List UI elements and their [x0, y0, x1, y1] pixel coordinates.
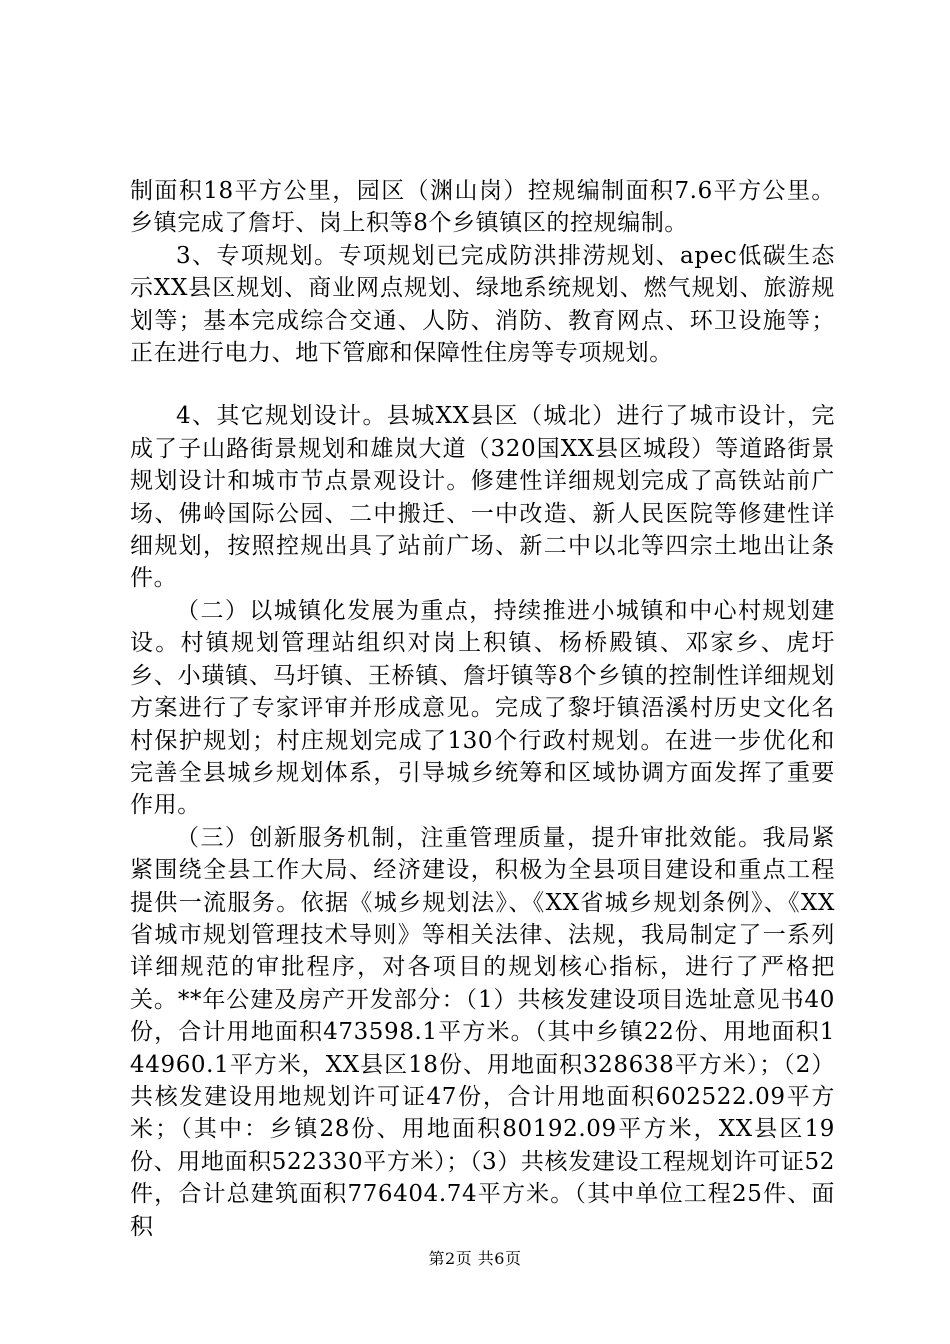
paragraph-service-mechanism: （三）创新服务机制，注重管理质量，提升审批效能。我局紧紧围绕全县工作大局、经济建设，积极为全县项目建设和重点工程提供一流服务。依据《城乡规划法》、《XX省城乡规划条例》、《XX省城市规划管理技术导则》等相关法律、法规，我局制定了一系列详细规范的审批程序，对各项目的规划核心指标，进行了严格把关。**年公建及房产开发部分：（1）共核发建设项目选址意见书40份，合计用地面积473598.1平方米。（其中乡镇22份、用地面积144960.1平方米，XX县区18份、用地面积328638平方米）；（2）共核发建设用地规划许可证47份，合计用地面积602522.09平方米；（其中：乡镇28份、用地面积80192.09平方米，XX县区19份、用地面积522330平方米）；（3）共核发建设工程规划许可证52件，合计总建筑面积776404.74平方米。（其中单位工程25件、面积 — [130, 824, 835, 1240]
paragraph-other-planning-design: 4、其它规划设计。县城XX县区（城北）进行了城市设计，完成了子山路街景规划和雄岚大道（320国XX县区城段）等道路街景规划设计和城市节点景观设计。修建性详细规划完成了高铁站前广场、佛岭国际公园、二中搬迁、一中改造、新人民医院等修建性详细规划，按照控规出具了站前广场、新二中以北等四宗土地出让条件。 — [130, 403, 835, 592]
paragraph-urbanization-planning: （二）以城镇化发展为重点，持续推进小城镇和中心村规划建设。村镇规划管理站组织对岗上积镇、杨桥殿镇、邓家乡、虎圩乡、小璜镇、马圩镇、王桥镇、詹圩镇等8个乡镇的控制性详细规划方案进行了专家评审并形成意见。完成了黎圩镇浯溪村历史文化名村保护规划；村庄规划完成了130个行政村规划。在进一步优化和完善全县城乡规划体系，引导城乡统筹和区域协调方面发挥了重要作用。 — [130, 597, 835, 819]
page-footer: 第2页 共6页 — [428, 1249, 522, 1268]
paragraph-control-planning-continued: 制面积18平方公里，园区（渊山岗）控规编制面积7.6平方公里。乡镇完成了詹圩、岗上积等8个乡镇镇区的控规编制。 — [130, 178, 835, 237]
document-body — [130, 175, 835, 1243]
paragraph-special-planning: 3、专项规划。专项规划已完成防洪排涝规划、apec低碳生态示XX县区规划、商业网点规划、绿地系统规划、燃气规划、旅游规划等；基本完成综合交通、人防、消防、教育网点、环卫设施等；正在进行电力、地下管廊和保障性住房等专项规划。 — [130, 242, 835, 367]
